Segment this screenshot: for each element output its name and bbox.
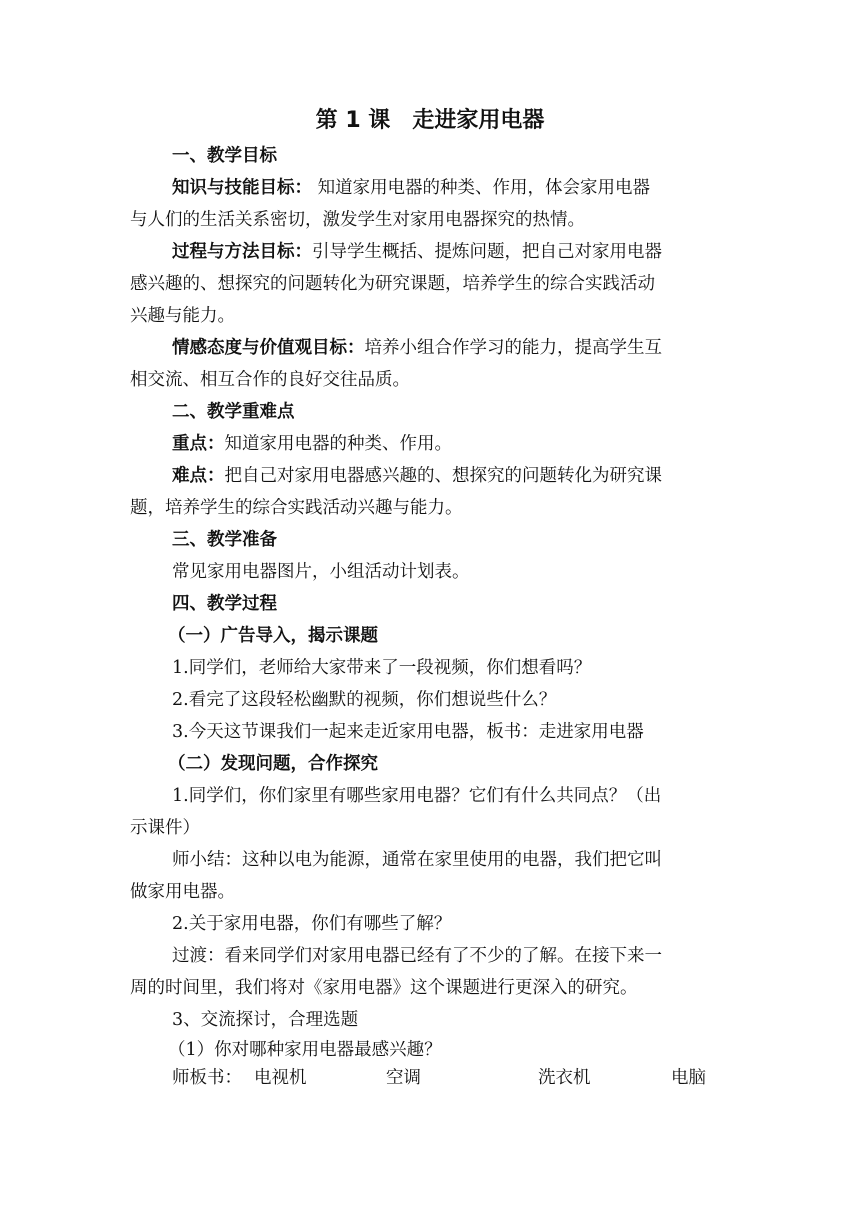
goal1-line1: 知识与技能目标： 知道家用电器的种类、作用，体会家用电器 [172, 178, 651, 198]
board-item-computer: 电脑 [671, 1068, 706, 1088]
transition-line2: 周的时间里，我们将对《家用电器》这个课题进行更深入的研究。 [130, 978, 638, 998]
lesson-number: 第 1 课 [315, 108, 391, 133]
process-heading: 四、教学过程 [172, 594, 277, 614]
part2-question: （1）你对哪种家用电器最感兴趣？ [168, 1040, 442, 1060]
lesson-name: 走进家用电器 [412, 108, 545, 133]
transition-line1: 过渡：看来同学们对家用电器已经有了不少的了解。在接下来一 [172, 946, 662, 966]
prep-heading: 三、教学准备 [172, 530, 277, 550]
keys-heading: 二、教学重难点 [172, 402, 295, 422]
board-item-washer: 洗衣机 [538, 1068, 591, 1088]
prep-text: 常见家用电器图片，小组活动计划表。 [172, 562, 470, 582]
goal2-label: 过程与方法目标： [172, 242, 312, 262]
goal3-line1: 情感态度与价值观目标：培养小组合作学习的能力，提高学生互 [172, 338, 662, 358]
goals-heading: 一、教学目标 [172, 146, 277, 166]
goal2-line1: 过程与方法目标：引导学生概括、提炼问题，把自己对家用电器 [172, 242, 662, 262]
board-item-ac: 空调 [386, 1068, 421, 1088]
part2-item1-line1: 1.同学们，你们家里有哪些家用电器？它们有什么共同点？（出 [172, 786, 662, 806]
part2-item2: 2.关于家用电器，你们有哪些了解？ [172, 914, 452, 934]
goal2-line3: 兴趣与能力。 [130, 306, 235, 326]
part1-item2: 2.看完了这段轻松幽默的视频，你们想说些什么？ [172, 690, 557, 710]
part1-item3: 3.今天这节课我们一起来走近家用电器，板书：走进家用电器 [172, 722, 644, 742]
difficulty-line1: 难点：把自己对家用电器感兴趣的、想探究的问题转化为研究课 [172, 466, 662, 486]
difficulty-line2: 题，培养学生的综合实践活动兴趣与能力。 [130, 498, 463, 518]
key-label: 重点： [172, 434, 225, 454]
part2-item3: 3、交流探讨，合理选题 [172, 1010, 359, 1030]
goal1-line2: 与人们的生活关系密切，激发学生对家用电器探究的热情。 [130, 210, 585, 230]
part1-heading: （一）广告导入，揭示课题 [168, 626, 378, 646]
part2-item1-line2: 示课件） [130, 818, 200, 838]
goal3-label: 情感态度与价值观目标： [172, 338, 365, 358]
goal1-label: 知识与技能目标： [172, 178, 312, 198]
part1-item1: 1.同学们，老师给大家带来了一段视频，你们想看吗？ [172, 658, 592, 678]
difficulty-label: 难点： [172, 466, 225, 486]
board-item-tv: 电视机 [254, 1068, 307, 1088]
goal2-line2: 感兴趣的、想探究的问题转化为研究课题，培养学生的综合实践活动 [130, 274, 655, 294]
summary-line2: 做家用电器。 [130, 882, 235, 902]
part2-heading: （二）发现问题，合作探究 [168, 754, 378, 774]
goal3-line2: 相交流、相互合作的良好交往品质。 [130, 370, 410, 390]
summary-line1: 师小结：这种以电为能源，通常在家里使用的电器，我们把它叫 [172, 850, 662, 870]
key-point: 重点：知道家用电器的种类、作用。 [172, 434, 452, 454]
page-title [0, 106, 860, 136]
board-label: 师板书： [172, 1068, 242, 1088]
